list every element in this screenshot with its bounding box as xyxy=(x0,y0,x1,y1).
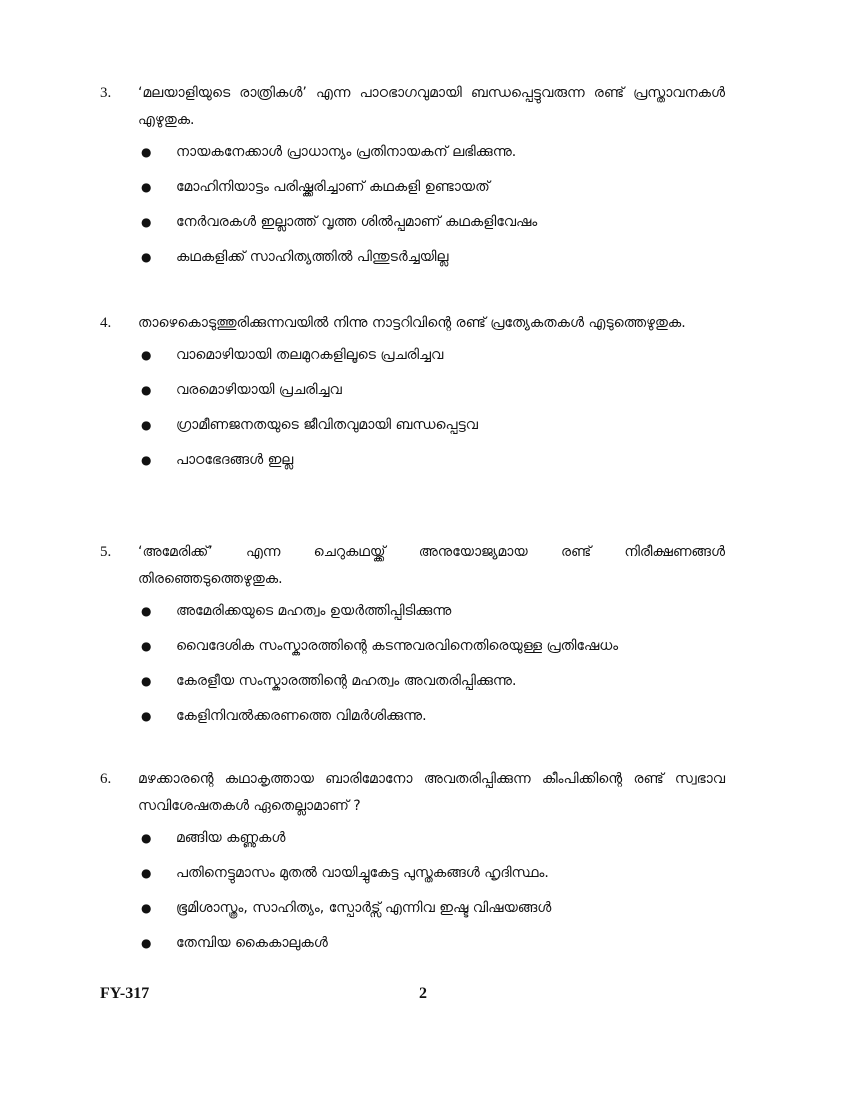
question-header xyxy=(100,766,725,820)
bullet-icon: ● xyxy=(141,383,152,397)
option-list xyxy=(100,142,725,282)
option-item xyxy=(100,671,725,706)
option-text: കഥകളിക്ക് സാഹിത്യത്തിൽ പിന്തുടർച്ചയില്ല xyxy=(176,249,449,265)
bullet-icon: ● xyxy=(141,901,152,915)
option-text: പാഠഭേദങ്ങൾ ഇല്ല xyxy=(176,452,294,468)
option-text: ഭൂമിശാസ്ത്രം, സാഹിത്യം, സ്പോർട്സ് എന്നിവ ഇഷ്ട വിഷയങ്ങൾ xyxy=(176,900,552,916)
bullet-icon: ● xyxy=(141,453,152,467)
option-text: കേളിനിവൽക്കരണത്തെ വിമർശിക്കുന്നു. xyxy=(176,708,427,724)
bullet-icon: ● xyxy=(141,604,152,618)
option-item xyxy=(100,247,725,282)
option-item xyxy=(100,828,725,863)
option-item xyxy=(100,450,725,485)
paper-code: FY-317 xyxy=(100,985,150,1002)
option-text: വാമൊഴിയായി തലമുറകളിലൂടെ പ്രചരിച്ചവ xyxy=(176,347,444,363)
question-text: താഴെകൊടുത്തുരിക്കുന്നവയിൽ നിന്നു നാട്ടറിവിന്റെ രണ്ട് പ്രത്യേകതകൾ എടുത്തെഴുതുക. xyxy=(138,315,686,331)
option-item xyxy=(100,863,725,898)
option-item xyxy=(100,898,725,933)
bullet-icon: ● xyxy=(141,348,152,362)
option-text: തേമ്പിയ കൈകാലുകൾ xyxy=(176,935,328,951)
option-text: പതിനെട്ടുമാസം മുതൽ വായിച്ചുകേട്ട പുസ്തകങ്ങൾ ഹൃദിസ്ഥം. xyxy=(176,865,549,881)
option-list xyxy=(100,345,725,485)
question-3 xyxy=(100,80,725,282)
option-text: ഗ്രാമീണജനതയുടെ ജീവിതവുമായി ബന്ധപ്പെട്ടവ xyxy=(176,417,478,433)
bullet-icon: ● xyxy=(141,709,152,723)
option-item xyxy=(100,933,725,968)
option-item xyxy=(100,380,725,415)
option-item xyxy=(100,212,725,247)
option-text: മങ്ങിയ കണ്ണുകൾ xyxy=(176,830,286,846)
page-number: 2 xyxy=(419,985,427,1002)
option-item xyxy=(100,601,725,636)
question-number: 5. xyxy=(100,544,112,560)
option-text: നായകനേക്കാൾ പ്രാധാന്യം പ്രതിനായകന് ലഭിക്കുന്നു. xyxy=(176,144,517,160)
question-5 xyxy=(100,539,725,741)
option-list xyxy=(100,601,725,741)
option-text: നേർവരകൾ ഇല്ലാത്ത് വൃത്ത ശിൽപ്പമാണ് കഥകളിവേഷം xyxy=(176,214,538,230)
question-6 xyxy=(100,766,725,968)
option-item xyxy=(100,177,725,212)
bullet-icon: ● xyxy=(141,831,152,845)
option-list xyxy=(100,828,725,968)
option-text: വരമൊഴിയായി പ്രചരിച്ചവ xyxy=(176,382,342,398)
question-header xyxy=(100,539,725,593)
bullet-icon: ● xyxy=(141,145,152,159)
bullet-icon: ● xyxy=(141,639,152,653)
option-item xyxy=(100,142,725,177)
question-number: 4. xyxy=(100,315,112,331)
option-item xyxy=(100,415,725,450)
question-text: ‘അമേരിക്ക്’ എന്ന ചെറുകഥയ്ക്ക് അനുയോജ്യമായ രണ്ട് നിരീക്ഷണങ്ങൾ തിരഞ്ഞെടുത്തെഴുതുക. xyxy=(138,544,725,587)
question-text: മഴക്കാരന്റെ കഥാകൃത്തായ ബാരിമോനോ അവതരിപ്പിക്കുന്ന കീംപിക്കിന്റെ രണ്ട് സ്വഭാവ സവിശേഷതകൾ ഏതെല്ലാമാണ് ? xyxy=(138,771,725,814)
question-4 xyxy=(100,310,725,485)
bullet-icon: ● xyxy=(141,936,152,950)
option-text: വൈദേശിക സംസ്കാരത്തിന്റെ കടന്നുവരവിനെതിരെയുള്ള പ്രതിഷേധം xyxy=(176,638,619,654)
option-text: കേരളീയ സംസ്കാരത്തിന്റെ മഹത്വം അവതരിപ്പിക്കുന്നു. xyxy=(176,673,517,689)
bullet-icon: ● xyxy=(141,418,152,432)
question-header xyxy=(100,80,725,134)
option-item xyxy=(100,345,725,380)
option-item xyxy=(100,706,725,741)
option-text: മോഹിനിയാട്ടം പരിഷ്ക്കരിച്ചാണ് കഥകളി ഉണ്ടായത് xyxy=(176,179,490,195)
bullet-icon: ● xyxy=(141,250,152,264)
option-item xyxy=(100,636,725,671)
question-header xyxy=(100,310,725,337)
question-text: ‘മലയാളിയുടെ രാത്രികൾ’ എന്ന പാഠഭാഗവുമായി ബന്ധപ്പെട്ടുവരുന്ന രണ്ട് പ്രസ്താവനകൾ എഴുതുക. xyxy=(138,85,725,128)
bullet-icon: ● xyxy=(141,180,152,194)
question-number: 3. xyxy=(100,85,112,101)
bullet-icon: ● xyxy=(141,866,152,880)
option-text: അമേരിക്കയുടെ മഹത്വം ഉയർത്തിപ്പിടിക്കുന്നു xyxy=(176,603,452,619)
question-number: 6. xyxy=(100,771,112,787)
bullet-icon: ● xyxy=(141,215,152,229)
bullet-icon: ● xyxy=(141,674,152,688)
